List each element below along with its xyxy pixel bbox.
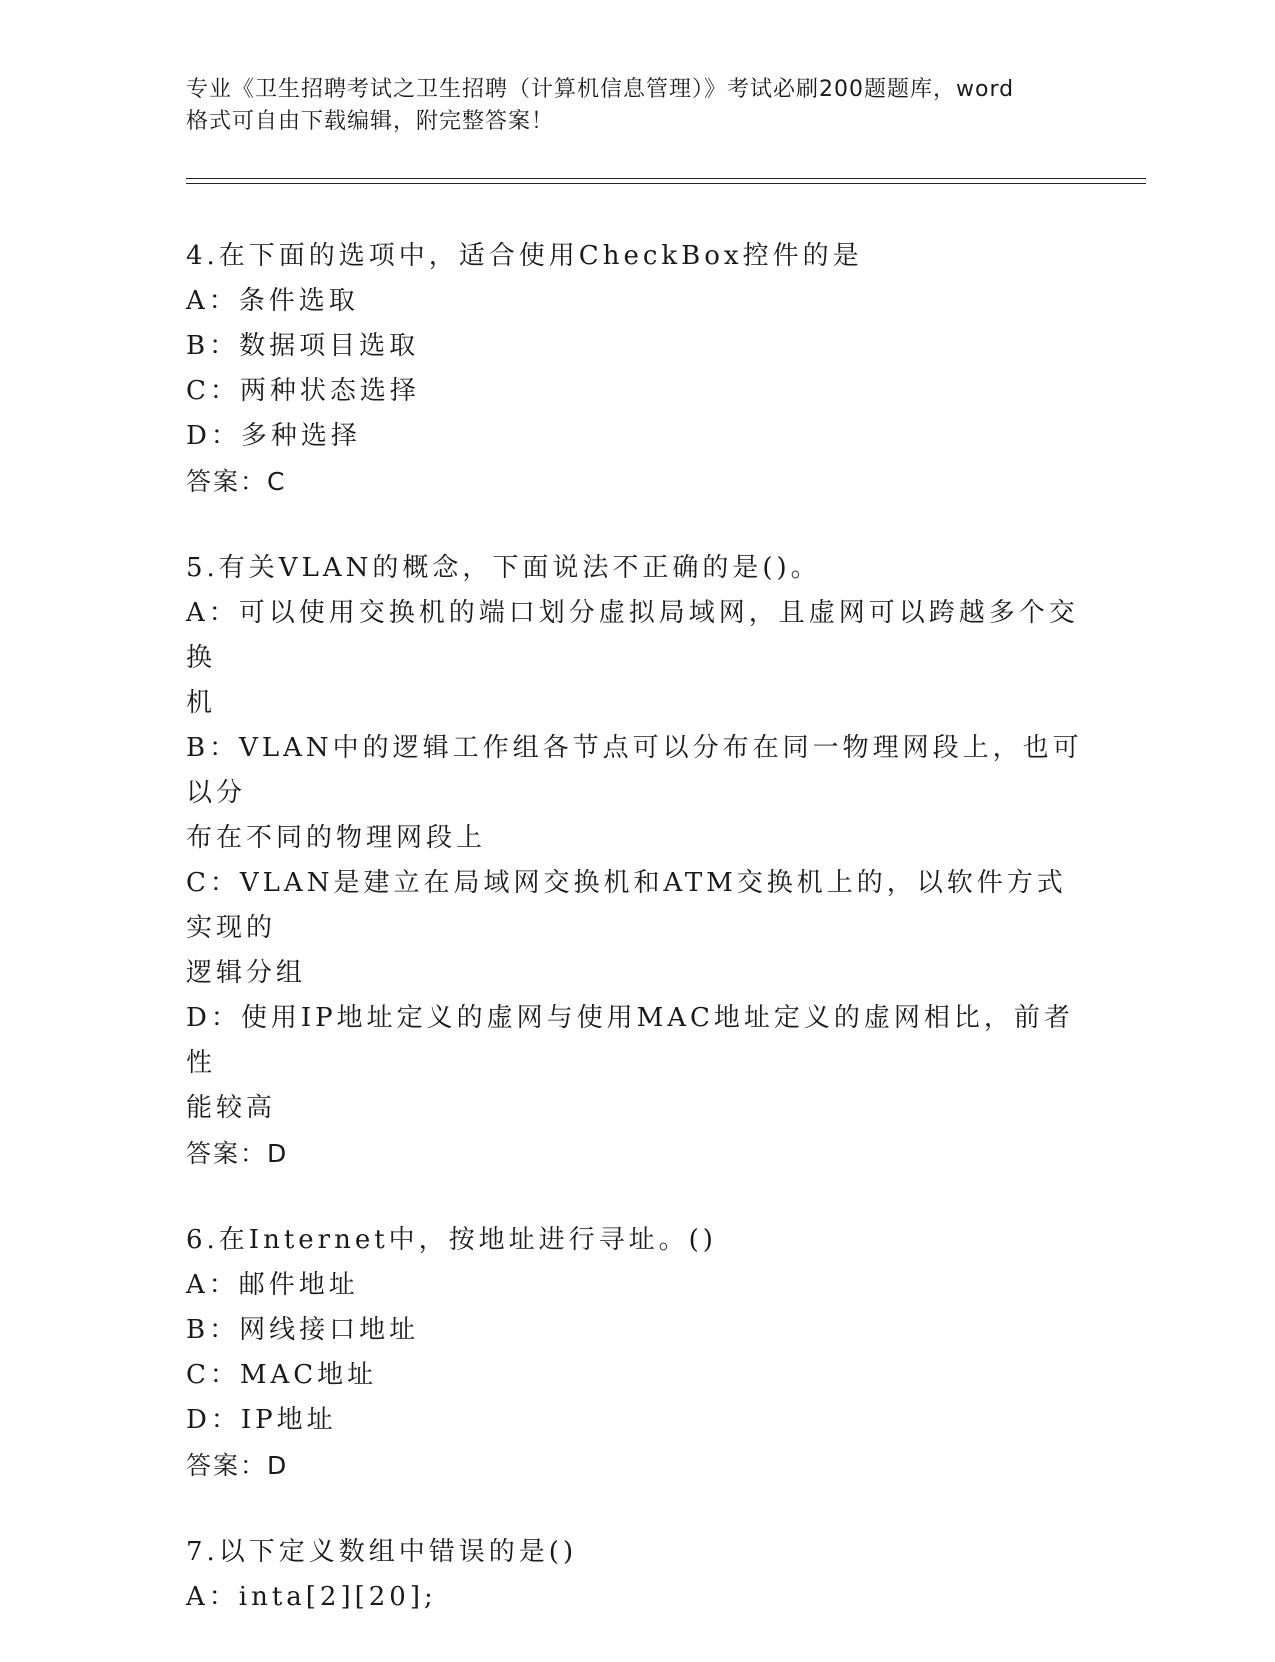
option-a: A：inta[2][20]; — [186, 1582, 437, 1612]
option-c: C：两种状态选择 — [186, 376, 420, 406]
answer-line — [186, 459, 1086, 504]
header-line-1: 专业《卫生招聘考试之卫生招聘（计算机信息管理）》考试必刷200题题库，word — [186, 77, 1015, 102]
document-header — [186, 74, 1086, 138]
option-d: D：IP地址 — [186, 1405, 337, 1435]
option-c-line-1: C：VLAN是建立在局域网交换机和ATM交换机上的，以软件方式实现的 — [186, 868, 1067, 943]
answer-line — [186, 1443, 1086, 1488]
question-stem: 5.有关VLAN的概念，下面说法不正确的是()。 — [186, 553, 821, 583]
header-line-2: 格式可自由下载编辑，附完整答案！ — [186, 109, 555, 134]
option-a-line-2: 机 — [186, 688, 217, 718]
header-divider — [186, 178, 1146, 184]
answer-label: 答案： — [186, 1139, 268, 1168]
option-a-line-1: A：可以使用交换机的端口划分虚拟局域网，且虚网可以跨越多个交换 — [186, 598, 1079, 673]
question-stem: 4.在下面的选项中，适合使用CheckBox控件的是 — [186, 241, 863, 271]
question-7 — [186, 1530, 1086, 1620]
option-b: B：网线接口地址 — [186, 1315, 420, 1345]
answer-value: C — [267, 467, 286, 496]
option-d-line-2: 能较高 — [186, 1093, 277, 1123]
answer-value: D — [267, 1139, 288, 1168]
option-b-line-1: B：VLAN中的逻辑工作组各节点可以分布在同一物理网段上，也可以分 — [186, 733, 1083, 808]
option-b: B：数据项目选取 — [186, 331, 420, 361]
question-4 — [186, 234, 1086, 504]
question-6 — [186, 1218, 1086, 1488]
option-c-line-2: 逻辑分组 — [186, 958, 307, 988]
option-d: D：多种选择 — [186, 421, 361, 451]
answer-label: 答案： — [186, 1451, 268, 1480]
option-c: C：MAC地址 — [186, 1360, 378, 1390]
option-a: A：邮件地址 — [186, 1270, 359, 1300]
answer-line — [186, 1131, 1086, 1176]
question-stem: 6.在Internet中，按地址进行寻址。() — [186, 1225, 717, 1255]
answer-value: D — [267, 1451, 288, 1480]
option-d-line-1: D：使用IP地址定义的虚网与使用MAC地址定义的虚网相比，前者性 — [186, 1003, 1074, 1078]
question-stem: 7.以下定义数组中错误的是() — [186, 1537, 578, 1567]
answer-label: 答案： — [186, 467, 268, 496]
option-a: A：条件选取 — [186, 286, 359, 316]
option-b-line-2: 布在不同的物理网段上 — [186, 823, 487, 853]
question-5 — [186, 546, 1086, 1176]
question-list — [186, 234, 1086, 1662]
